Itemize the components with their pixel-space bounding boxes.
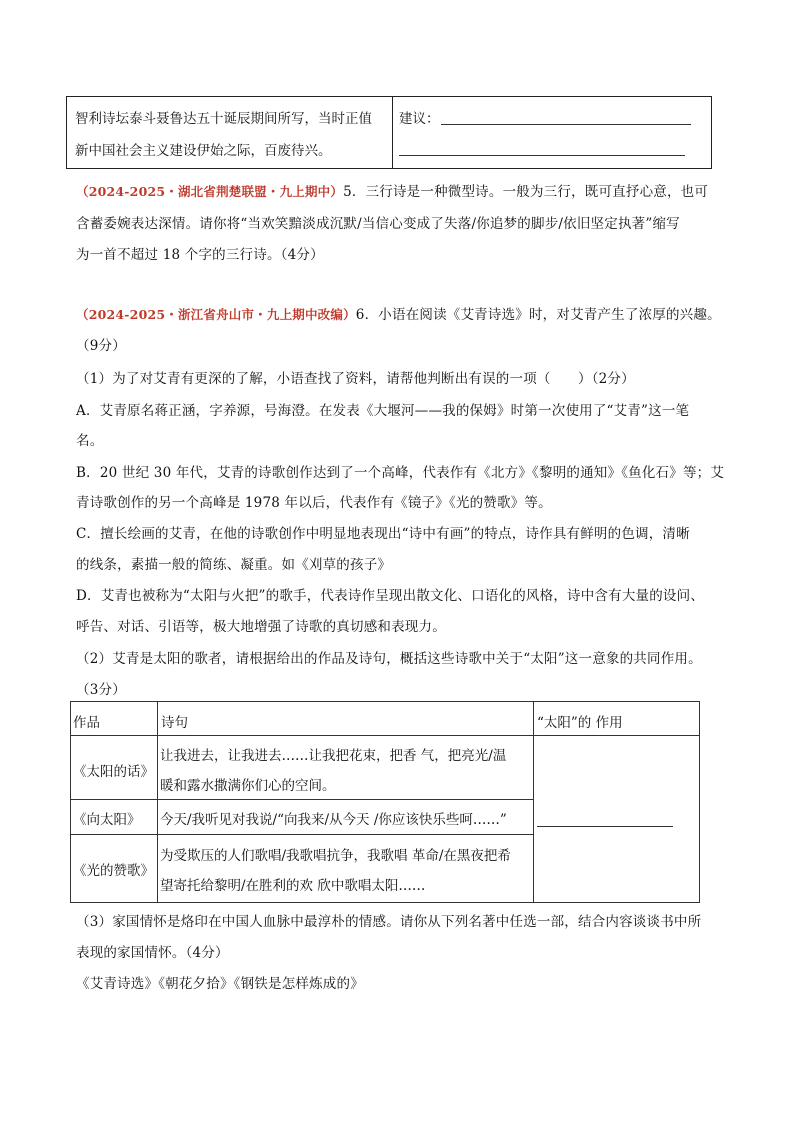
- header-sun-role: “太阳”的 作用: [537, 715, 623, 731]
- q6-option-b-line2: 青诗歌创作的另一个高峰是 1978 年以后，代表作有《镜子》《光的赞歌》等。: [76, 495, 552, 511]
- q6-books: 《艾青诗选》《朝花夕拾》《钢铁是怎样炼成的》: [76, 976, 364, 992]
- q6-sub3-line1: （3）家国情怀是烙印在中国人血脉中最淳朴的情感。请你从下列名著中任选一部，结合内容谈谈书中所: [76, 914, 702, 930]
- top-table: [66, 96, 712, 169]
- row-divider-2: [71, 834, 533, 835]
- q6-line2: （9分）: [76, 338, 126, 354]
- top-table-left-line2: 新中国社会主义建设伊始之际，百废待兴。: [75, 143, 332, 159]
- suggestion-blank-2[interactable]: [399, 155, 685, 156]
- q6-source: （2024-2025・浙江省舟山市・九上期中改编）: [76, 307, 356, 322]
- q5-line3: 为一首不超过 18 个字的三行诗。（4分）: [76, 247, 324, 263]
- header-poem-line: 诗句: [161, 715, 188, 731]
- q6-option-d-line2: 呼告、对话、引语等，极大地增强了诗歌的真切感和表现力。: [76, 619, 446, 635]
- q6-option-c-line1: C．擅长绘画的艾青，在他的诗歌创作中明显地表现出“诗中有画”的特点，诗作具有鲜明的色调，清晰: [76, 526, 690, 542]
- row1-line2: 暖和露水撒满你们心的空间。: [160, 778, 336, 794]
- header-row-divider: [71, 735, 699, 736]
- q6-sub2-line1: （2）艾青是太阳的歌者，请根据给出的作品及诗句，概括这些诗歌中关于“太阳”这一意象的共同作用。: [76, 651, 702, 667]
- header-work: 作品: [73, 715, 100, 731]
- q6-sub1: （1）为了对艾青有更深的了解，小语查找了资料，请帮他判断出有误的一项（ ）（2分）: [76, 371, 635, 387]
- q6-option-c-line2: 的线条，素描一般的简练、凝重。如《刈草的孩子》: [76, 557, 392, 573]
- row3-line1: 为受欺压的人们歌唱/我歌唱抗争，我歌唱 革命/在黑夜把希: [160, 848, 511, 864]
- q6-text1: 6．小语在阅读《艾青诗选》时，对艾青产生了浓厚的兴趣。: [355, 307, 721, 323]
- row2-work: 《向太阳》: [73, 812, 141, 828]
- top-table-left-line1: 智利诗坛泰斗聂鲁达五十诞辰期间所写，当时正值: [75, 111, 372, 127]
- sun-role-answer-blank[interactable]: [537, 826, 673, 827]
- q6-line1: [76, 303, 721, 323]
- suggestion-blank-1[interactable]: [441, 124, 691, 125]
- row3-line2: 望寄托给黎明/在胜利的欢 欣中歌唱太阳……: [160, 878, 426, 894]
- table-divider: [392, 97, 393, 168]
- q6-option-d-line1: D．艾青也被称为“太阳与火把”的歌手，代表诗作呈现出散文化、口语化的风格，诗中含有大量的设问、: [76, 588, 705, 604]
- q6-option-b-line1: B．20 世纪 30 年代，艾青的诗歌创作达到了一个高峰，代表作有《北方》《黎明的通知》《鱼化石》等；艾: [76, 465, 725, 481]
- q6-sub2-line2: （3分）: [76, 682, 126, 698]
- row-divider-1: [71, 799, 533, 800]
- q5-line1: [76, 180, 708, 200]
- q6-option-a-line1: A．艾青原名蒋正涵，字养源，号海澄。在发表《大堰河——我的保姆》时第一次使用了“艾青”这一笔: [76, 403, 690, 419]
- poem-table: [70, 701, 700, 903]
- row2-line1: 今天/我听见对我说/“向我来/从今天 /你应该快乐些呵……”: [160, 812, 507, 828]
- row1-work: 《太阳的话》: [73, 764, 154, 780]
- q5-line2: 含蓄委婉表达深情。请你将“当欢笑黯淡成沉默/当信心变成了失落/你追梦的脚步/依旧坚定执著”缩写: [76, 216, 680, 232]
- q5-source: （2024-2025・湖北省荆楚联盟・九上期中）: [76, 184, 344, 199]
- q6-option-a-line2: 名。: [76, 433, 104, 449]
- row3-work: 《光的赞歌》: [73, 863, 154, 879]
- q6-sub3-line2: 表现的家国情怀。（4分）: [76, 945, 229, 961]
- row1-line1: 让我进去，让我进去……让我把花束，把香 气，把亮光/温: [160, 748, 507, 764]
- q5-text1: 5．三行诗是一种微型诗。一般为三行，既可直抒心意，也可: [343, 184, 709, 200]
- col-divider-2: [533, 702, 534, 902]
- col-divider-1: [157, 702, 158, 902]
- suggestion-label: 建议：: [399, 111, 440, 127]
